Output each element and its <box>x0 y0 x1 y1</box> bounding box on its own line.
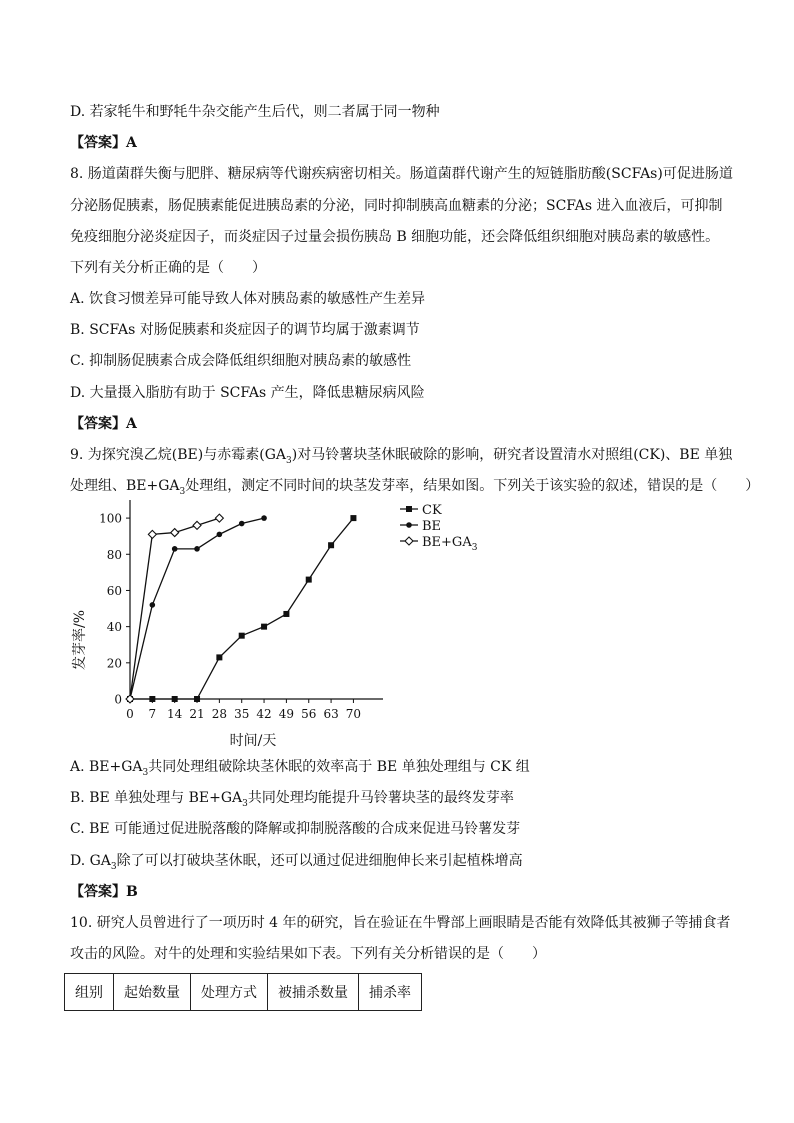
series-ck-point <box>194 696 200 702</box>
y-axis-label: 发芽率/% <box>72 609 88 671</box>
q9-stem-line-2: 处理组、$BE+GA_3$处理组，测定不同时间的块茎发芽率，结果如图。下列关于该实验的叙述，错误的是（ ） <box>70 478 760 497</box>
series-be-ga3-point <box>148 530 156 538</box>
series-be-ga3-line <box>130 518 219 699</box>
series-be-point <box>239 521 245 527</box>
legend-marker <box>405 537 413 545</box>
y-tick-label: 80 <box>106 547 122 562</box>
series-ck-point <box>283 611 289 617</box>
series-be-point <box>172 546 178 552</box>
q8-option-d: D. 大量摄入脂肪有助于 SCFAs 产生，降低患糖尿病风险 <box>70 385 425 401</box>
q9-option-c: C. BE 可能通过促进脱落酸的降解或抑制脱落酸的合成来促进马铃薯发芽 <box>70 821 521 837</box>
q8-stem-line-1: 8. 肠道菌群失衡与肥胖、糖尿病等代谢疾病密切相关。肠道菌群代谢产生的短链脂肪酸(SCFAs)可促进肠道 <box>70 166 733 182</box>
series-be <box>127 515 267 702</box>
series-ck-point <box>350 515 356 521</box>
q9-stem-line-1: 9. 为探究溴乙烷(BE)与赤霉素$(GA_3)$对马铃薯块茎休眠破除的影响，研究者设置清水对照组(CK)、BE 单独 <box>70 447 733 466</box>
series-ck-point <box>172 696 178 702</box>
y-tick-label: 60 <box>106 583 122 598</box>
table-header-row <box>65 974 422 1011</box>
legend-label: BE <box>422 519 442 534</box>
y-tick-label: 100 <box>99 511 122 526</box>
y-tick-label: 0 <box>114 692 122 707</box>
q9-option-a: A. $BE+GA_3$共同处理组破除块茎休眠的效率高于 BE 单独处理组与 CK 组 <box>70 759 530 778</box>
germination-rate-chart <box>60 495 480 755</box>
q9-option-b: B. BE 单独处理与 $BE+GA_3$共同处理均能提升马铃薯块茎的最终发芽率 <box>70 790 514 809</box>
legend-label: $BE+GA_3$ <box>422 535 478 553</box>
series-be-point <box>217 532 223 538</box>
x-axis-label: 时间/天 <box>229 733 277 749</box>
legend-marker <box>406 506 412 512</box>
series-be-ga3 <box>126 514 223 703</box>
x-tick-label: 70 <box>345 707 362 721</box>
series-be-ga3-point <box>193 521 201 529</box>
series-ck-point <box>149 696 155 702</box>
x-tick-label: 28 <box>211 707 228 721</box>
series-ck-point <box>239 633 245 639</box>
x-tick-label: 21 <box>189 707 205 721</box>
x-tick-label: 49 <box>278 707 295 721</box>
q8-answer: 【答案】A <box>70 416 137 432</box>
series-ck <box>127 515 356 702</box>
q7-answer: 【答案】A <box>70 135 137 151</box>
series-be-point <box>150 602 156 608</box>
q8-stem-line-4: 下列有关分析正确的是（ ） <box>70 260 266 276</box>
series-be-ga3-point <box>171 529 179 537</box>
series-ck-point <box>261 624 267 630</box>
q8-stem-line-2: 分泌肠促胰素，肠促胰素能促进胰岛素的分泌，同时抑制胰高血糖素的分泌；SCFAs 进入血液后，可抑制 <box>70 198 723 214</box>
table-header-cell: 处理方式 <box>191 974 268 1011</box>
q7-option-d: D. 若家牦牛和野牦牛杂交能产生后代，则二者属于同一物种 <box>70 104 440 120</box>
x-tick-label: 7 <box>148 707 157 721</box>
legend-marker <box>406 522 412 528</box>
series-ck-point <box>328 542 334 548</box>
series-be-point <box>261 515 267 521</box>
legend-label: CK <box>422 503 442 518</box>
q10-stem-line-2: 攻击的风险。对牛的处理和实验结果如下表。下列有关分析错误的是（ ） <box>70 946 546 962</box>
series-ck-point <box>306 577 312 583</box>
x-tick-label: 42 <box>256 707 272 721</box>
x-tick-label: 0 <box>126 707 134 721</box>
x-tick-label: 63 <box>323 707 339 721</box>
y-tick-label: 40 <box>106 620 122 635</box>
series-ck-line <box>130 518 353 699</box>
series-ck-point <box>216 654 222 660</box>
q10-stem-line-1: 10. 研究人员曾进行了一项历时 4 年的研究，旨在验证在牛臀部上画眼睛是否能有效降低其被狮子等捕食者 <box>70 915 731 931</box>
q8-option-a: A. 饮食习惯差异可能导致人体对胰岛素的敏感性产生差异 <box>70 291 426 307</box>
q9-answer: 【答案】B <box>70 884 138 900</box>
x-tick-label: 56 <box>301 707 317 721</box>
table-header-cell: 捕杀率 <box>359 974 422 1011</box>
q8-option-c: C. 抑制肠促胰素合成会降低组织细胞对胰岛素的敏感性 <box>70 353 412 369</box>
q9-option-d: D. $GA_3$除了可以打破块茎休眠，还可以通过促进细胞伸长来引起植株增高 <box>70 853 523 872</box>
table-header-cell: 起始数量 <box>114 974 191 1011</box>
table-header-cell: 被捕杀数量 <box>268 974 359 1011</box>
series-be-ga3-point <box>215 514 223 522</box>
x-tick-label: 14 <box>167 707 183 721</box>
x-tick-label: 35 <box>234 707 250 721</box>
table-header-cell: 组别 <box>65 974 114 1011</box>
series-be-point <box>194 546 200 552</box>
y-tick-label: 20 <box>106 656 122 671</box>
q10-table <box>64 973 422 1011</box>
q8-stem-line-3: 免疫细胞分泌炎症因子，而炎症因子过量会损伤胰岛 B 细胞功能，还会降低组织细胞对胰岛素的敏感性。 <box>70 229 720 245</box>
q8-option-b: B. SCFAs 对肠促胰素和炎症因子的调节均属于激素调节 <box>70 322 420 338</box>
series-be-line <box>130 518 264 699</box>
